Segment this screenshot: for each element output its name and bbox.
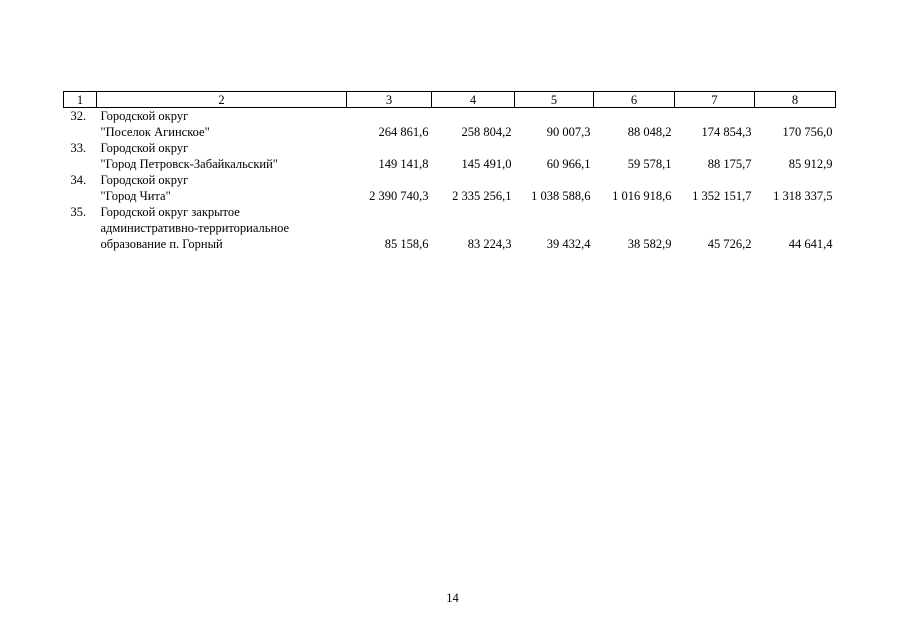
value-cell: 85 158,6 <box>384 237 429 251</box>
page-number: 14 <box>446 591 459 605</box>
name-line: Городской округ <box>100 141 189 155</box>
table-row <box>64 172 836 204</box>
value-cell: 145 491,0 <box>461 157 512 171</box>
table-header-row <box>64 92 836 108</box>
table-row <box>64 204 836 252</box>
value-cell: 149 141,8 <box>378 157 429 171</box>
table-row <box>64 108 836 141</box>
value-cell: 88 048,2 <box>627 125 672 139</box>
column-header-7: 7 <box>675 92 755 108</box>
value-cell: 1 016 918,6 <box>612 189 672 203</box>
value-cell: 1 318 337,5 <box>773 189 833 203</box>
row-index: 35. <box>70 205 87 219</box>
column-header-2: 2 <box>97 92 347 108</box>
value-cell: 174 854,3 <box>701 125 752 139</box>
value-cell: 264 861,6 <box>378 125 429 139</box>
name-line: "Город Петровск-Забайкальский" <box>100 157 278 171</box>
value-cell: 60 966,1 <box>546 157 591 171</box>
name-line: Городской округ <box>100 109 189 123</box>
column-header-4: 4 <box>432 92 515 108</box>
value-cell: 38 582,9 <box>627 237 672 251</box>
value-cell: 1 038 588,6 <box>531 189 591 203</box>
value-cell: 90 007,3 <box>546 125 591 139</box>
value-cell: 59 578,1 <box>627 157 672 171</box>
column-header-8: 8 <box>755 92 836 108</box>
value-cell: 39 432,4 <box>546 237 591 251</box>
row-index: 33. <box>70 141 87 155</box>
municipality-name <box>97 204 347 252</box>
value-cell: 83 224,3 <box>467 237 512 251</box>
value-cell: 2 335 256,1 <box>452 189 512 203</box>
row-index: 34. <box>70 173 87 187</box>
value-cell: 88 175,7 <box>707 157 752 171</box>
column-header-1: 1 <box>64 92 97 108</box>
value-cell: 258 804,2 <box>461 125 512 139</box>
row-index: 32. <box>70 109 87 123</box>
municipality-name <box>97 140 347 172</box>
municipality-name <box>97 172 347 204</box>
name-line: административно-территориальное <box>100 221 290 235</box>
column-header-5: 5 <box>515 92 594 108</box>
name-line: "Поселок Агинское" <box>100 125 210 139</box>
value-cell: 170 756,0 <box>782 125 833 139</box>
budget-table <box>63 91 836 252</box>
name-line: Городской округ закрытое <box>100 205 240 219</box>
name-line: "Город Чита" <box>100 189 171 203</box>
table-row <box>64 140 836 172</box>
name-line: образование п. Горный <box>100 237 223 251</box>
name-line: Городской округ <box>100 173 189 187</box>
value-cell: 2 390 740,3 <box>369 189 429 203</box>
column-header-6: 6 <box>594 92 675 108</box>
column-header-3: 3 <box>347 92 432 108</box>
value-cell: 45 726,2 <box>707 237 752 251</box>
value-cell: 1 352 151,7 <box>692 189 752 203</box>
value-cell: 44 641,4 <box>788 237 833 251</box>
municipality-name <box>97 108 347 141</box>
value-cell: 85 912,9 <box>788 157 833 171</box>
